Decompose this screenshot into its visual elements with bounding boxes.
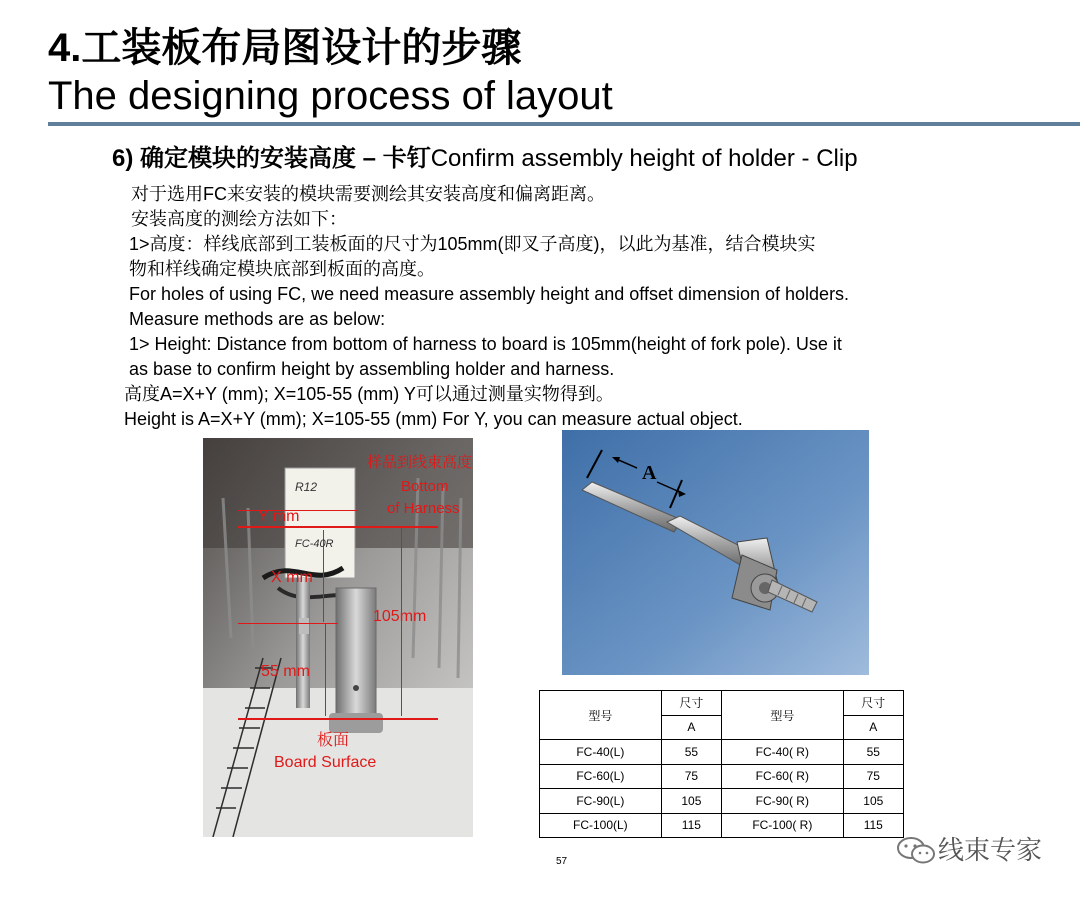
body-line-5: For holes of using FC, we need measure assembly height and offset dimension of holders. (129, 284, 850, 304)
cell-right-model: FC-60( R) (722, 764, 844, 789)
body-line-8: as base to confirm height by assembling holder and harness. (129, 359, 615, 379)
dimension-55-arrow (325, 623, 326, 716)
body-line-4: 物和样线确定模块底部到板面的高度。 (129, 259, 435, 279)
body-line-7: 1> Height: Distance from bottom of harness to board is 105mm(height of fork pole). Use it (129, 334, 842, 354)
section-subtitle (112, 143, 858, 175)
watermark-text: 线束专家 (938, 835, 1043, 865)
tag-fc40r: FC-40R (295, 538, 334, 550)
header-model-left: 型号 (540, 691, 662, 740)
spec-table-grid (539, 690, 904, 838)
cell-left-model: FC-60(L) (540, 764, 662, 789)
header-size-right: 尺寸 (843, 691, 903, 716)
page-title-en: The designing process of layout (48, 74, 613, 118)
anno-bottom-en1: Bottom (401, 478, 449, 495)
wechat-icon (893, 832, 943, 868)
anno-board-en: Board Surface (274, 754, 377, 771)
table-row (540, 789, 904, 814)
cell-right-model: FC-40( R) (722, 740, 844, 765)
anno-board-cn: 板面 (317, 732, 350, 749)
page-number: 57 (556, 856, 568, 867)
holder-photo (562, 430, 869, 675)
label-y-mm: Y mm (258, 508, 300, 525)
body-line-6: Measure methods are as below: (129, 309, 386, 329)
guide-line-board-surface (238, 718, 438, 720)
anno-bottom-en2: of Harness (387, 500, 460, 517)
body-line-10: Height is A=X+Y (mm); X=105-55 (mm) For Y, you can measure actual object. (124, 409, 743, 429)
label-55mm: 55 mm (261, 663, 310, 680)
subtitle-en: Confirm assembly height of holder - Clip (430, 145, 858, 172)
label-a: A (642, 462, 657, 484)
cell-left-value: 55 (661, 740, 721, 765)
cell-right-model: FC-90( R) (722, 789, 844, 814)
cell-left-value: 115 (661, 813, 721, 838)
header-model-right: 型号 (722, 691, 844, 740)
holder-photo-drawing (562, 430, 869, 675)
cell-right-value: 55 (843, 740, 903, 765)
measurement-photo (203, 438, 473, 837)
table-row (540, 764, 904, 789)
body-line-1: 对于选用FC来安装的模块需要测绘其安装高度和偏离距离。 (131, 184, 605, 204)
table-row (540, 813, 904, 838)
spec-table (539, 690, 904, 838)
label-105mm: 105mm (373, 608, 427, 625)
subtitle-number: 6) (112, 145, 134, 172)
header-size-left: 尺寸 (661, 691, 721, 716)
label-x-mm: X mm (271, 569, 313, 586)
measurement-photo-drawing (203, 438, 473, 837)
cell-right-value: 115 (843, 813, 903, 838)
cell-left-model: FC-100(L) (540, 813, 662, 838)
anno-top-cn: 样品到线束高度 (367, 454, 473, 471)
cell-right-value: 105 (843, 789, 903, 814)
cell-left-value: 75 (661, 764, 721, 789)
body-line-9: 高度A=X+Y (mm); X=105-55 (mm) Y可以通过测量实物得到。 (124, 384, 614, 404)
guide-line-bottom-of-harness (238, 526, 438, 528)
cell-left-model: FC-40(L) (540, 740, 662, 765)
header-unit-left: A (661, 715, 721, 740)
tag-r12: R12 (295, 480, 318, 494)
cell-right-value: 75 (843, 764, 903, 789)
cell-left-model: FC-90(L) (540, 789, 662, 814)
body-line-3: 1>高度：样线底部到工装板面的尺寸为105mm(即叉子高度)，以此为基准，结合模块实 (129, 234, 816, 254)
table-row (540, 740, 904, 765)
cell-right-model: FC-100( R) (722, 813, 844, 838)
body-line-2: 安装高度的测绘方法如下： (131, 209, 347, 229)
guide-line-55-top (238, 623, 338, 624)
page-title-cn: 4.工装板布局图设计的步骤 (48, 26, 522, 70)
cell-left-value: 105 (661, 789, 721, 814)
title-divider (48, 122, 1080, 126)
header-unit-right: A (843, 715, 903, 740)
subtitle-cn: 确定模块的安装高度 – 卡钉 (140, 145, 431, 172)
